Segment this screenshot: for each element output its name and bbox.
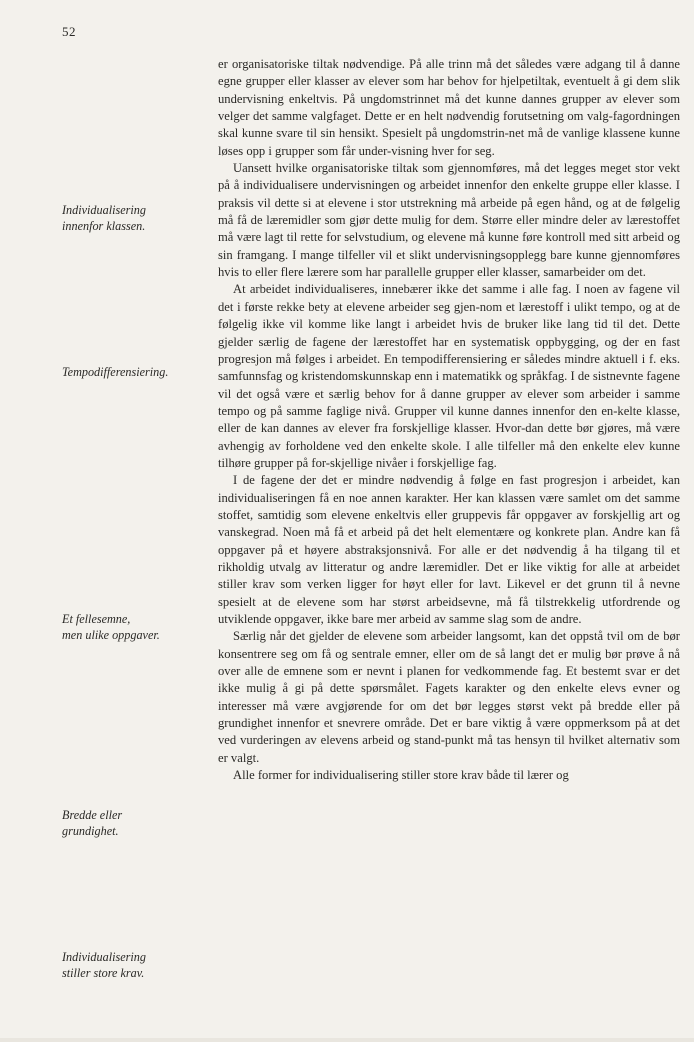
body-text: [218, 56, 680, 784]
paragraph: Uansett hvilke organisatoriske tiltak som gjennomføres, må det legges meget stor vekt på å individualisere undervisningen og arbeidet innenfor den enkelte gruppe eller klasse. I praksis vil dette si at elevene i stor utstrekning må arbeide på egen hånd, og at de følgelig må få de læremidler som gjør dette mulig for dem. Større eller mindre deler av lærestoffet må være lagt til rette for selvstudium, og elevene må kunne føre kontroll med sitt arbeid og sin framgang. I mange tilfeller vil et slikt undervisningsopplegg bare kunne gjennomføres hvis to eller flere lærere som har parallelle grupper eller klasser, samarbeider om det.: [218, 161, 680, 280]
paragraph: I de fagene der det er mindre nødvendig å følge en fast progresjon i arbeidet, kan individualiseringen få en noe annen karakter. Her kan klassen være samlet om det samme stoffet, samtidig som elevene enkeltvis eller gruppevis får oppgaver av forskjellig art og vanskegrad. Noen må få et arbeid på det helt elementære og konkrete plan. Andre kan få oppgaver på et høyere abstraksjonsnivå. For alle er det nødvendig å ha tilgang til et rikholdig utvalg av litteratur og andre læremidler. Det er like viktig for alle at arbeidet stiller krav som verken ligger for høyt eller for lavt. Likevel er det grunn til å nevne spesielt at de elevene som har størst arbeidsevne, må få tilstrekkelig utfordrende og utviklende oppgaver, ikke bare mer arbeid av samme slag som de andre.: [218, 473, 680, 626]
margin-note: Individualisering innenfor klassen.: [62, 203, 146, 233]
paragraph: Særlig når det gjelder de elevene som arbeider langsomt, kan det oppstå tvil om de bør konsentrere seg om få og sentrale emner, eller om de så langt det er mulig bør prøve å nå over alle de emnene som er nevnt i planen for vedkommende fag. Et bestemt svar er det ikke mulig å gi på dette spørsmålet. Fagets karakter og den enkelte elevs evner og interesser må være avgjørende for om det bør legges størst vekt på bredde eller på grundighet innenfor et snevrere område. Det er bare viktig å være oppmerksom på at det ved vurderingen av elevens arbeid og stand-punkt må tas hensyn til hvilket alternativ som er valgt.: [218, 629, 680, 765]
paragraph: er organisatoriske tiltak nødvendige. På alle trinn må det således være adgang til å danne egne grupper eller klasser av elever som har behov for hjelpetiltak, eventuelt å gi dem slik undervisning enkeltvis. På ungdomstrinnet må det kunne dannes grupper av elever som velger det samme valgfaget. Dette er en helt nødvendig forutsetning om valg-fagordningen skal kunne svare til sin hensikt. Spesielt på ungdomstrin-net må de vanlige klassene kunne løses opp i grupper som får under-visning hver for seg.: [218, 57, 680, 158]
paragraph: Alle former for individualisering stiller store krav både til lærer og: [233, 768, 569, 783]
paragraph: At arbeidet individualiseres, innebærer ikke det samme i alle fag. I noen av fagene vil det i første rekke bety at elevene arbeider seg gjen-nom et lærestoff i ulikt tempo, og at de følgelig ikke vil komme like langt i arbeidet hvis de bruker like lang tid til det. Dette gjelder særlig de fagene der lærestoffet har en systematisk oppbygging, og der en fast progresjon må følges i arbeidet. En tempodifferensiering er således mindre aktuell i f. eks. samfunnsfag og kristendomskunnskap enn i matematikk og språkfag. I de sistnevnte fagene vil det også være et særlig behov for å danne grupper av elever som arbeider i samme tempo og på samme faglige nivå. Grupper vil kunne dannes innenfor den en-kelte klasse, eller de kan dannes av elever fra forskjellige klasser. Hvor-dan dette bør gjøres, må være avhengig av forholdene ved den enkelte skole. I alle tilfeller må den enkelte elev kunne tilhøre grupper på for-skjellige nivåer i forskjellige fag.: [218, 282, 680, 470]
margin-note: Tempodifferensiering.: [62, 365, 169, 379]
page-edge: [0, 1038, 694, 1042]
page-number: 52: [62, 24, 76, 39]
margin-note: Bredde eller grundighet.: [62, 808, 123, 838]
margin-note: Et fellesemne, men ulike oppgaver.: [62, 612, 160, 642]
margin-note: Individualisering stiller store krav.: [62, 950, 146, 980]
